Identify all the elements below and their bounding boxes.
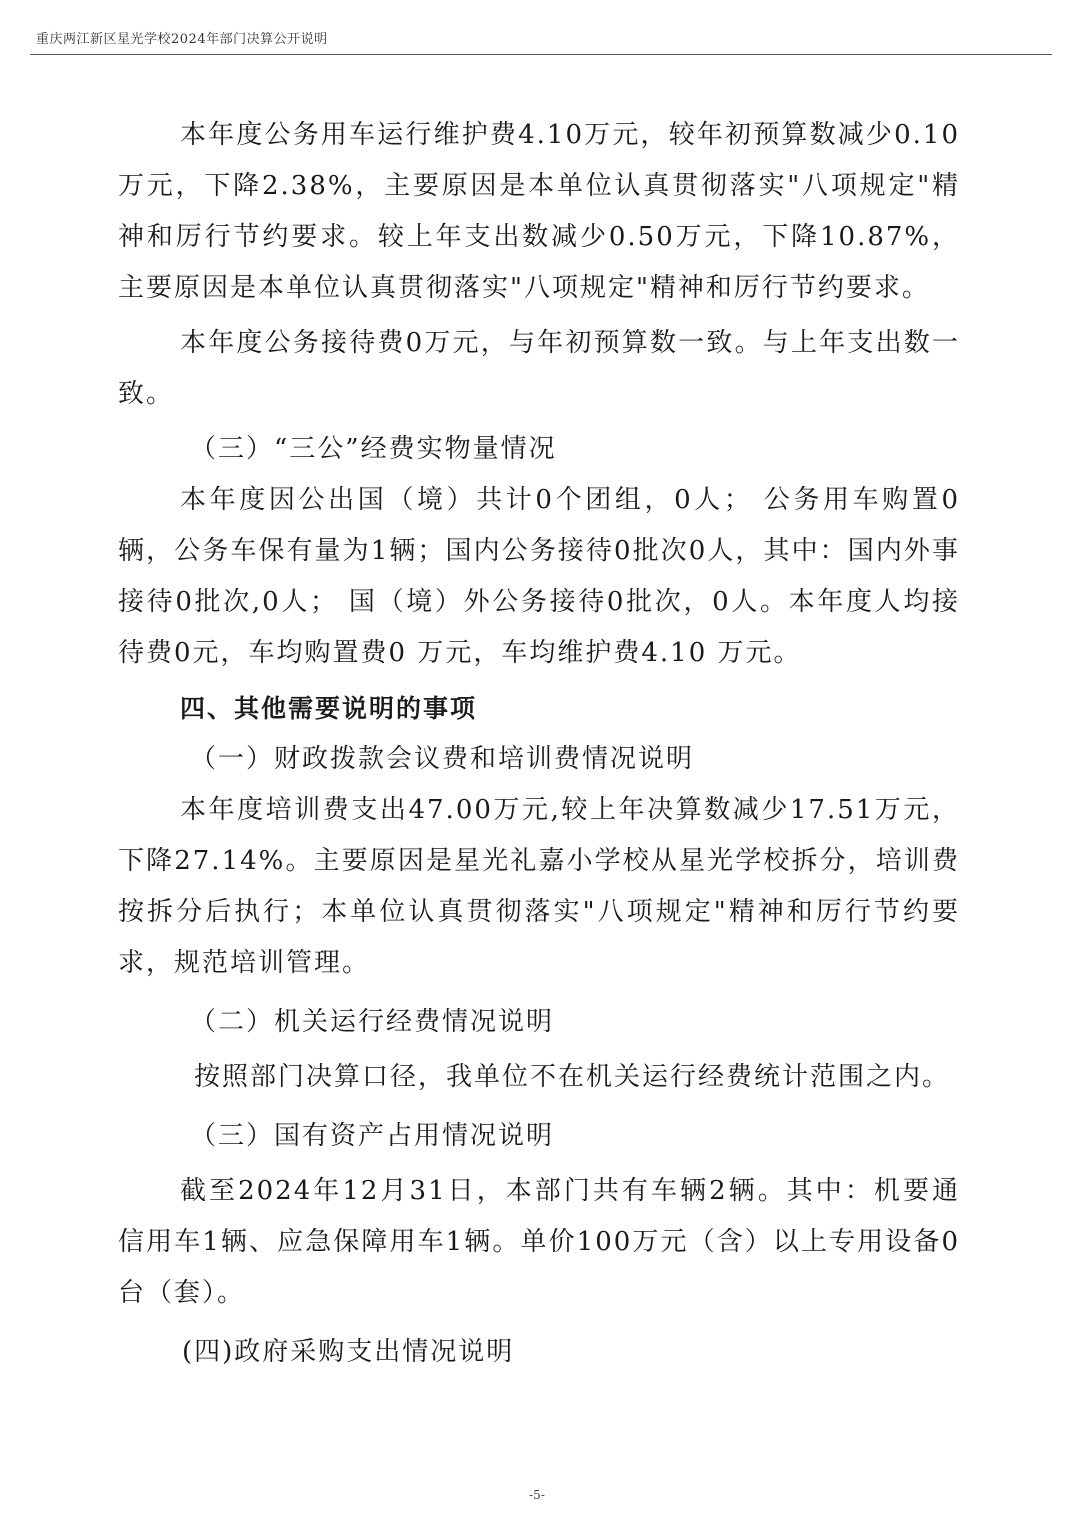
heading-section-four: 四、其他需要说明的事项 — [180, 694, 478, 723]
heading-operation-expense: （二）机关运行经费情况说明 — [190, 1007, 555, 1037]
page-number: -5- — [529, 1488, 545, 1502]
paragraph-training-fee: 本年度培训费支出47.00万元,较上年决算数减少17.51万元，下降27.14%。主要原因是星光礼嘉小学校从星光学校拆分，培训费按拆分后执行；本单位认真贯彻落实"八项规定"精神和厉行节约要求，规范培训管理。 — [118, 795, 960, 978]
heading-government-procurement: (四)政府采购支出情况说明 — [182, 1337, 515, 1367]
document-header-title: 重庆两江新区星光学校2024年部门决算公开说明 — [36, 32, 328, 47]
paragraph-operation-expense: 按照部门决算口径，我单位不在机关运行经费统计范围之内。 — [194, 1062, 951, 1092]
heading-meeting-training: （一）财政拨款会议费和培训费情况说明 — [190, 744, 695, 774]
paragraph-state-assets: 截至2024年12月31日，本部门共有车辆2辆。其中：机要通信用车1辆、应急保障用车1辆。单价100万元（含）以上专用设备0台（套）。 — [118, 1176, 960, 1308]
header-divider — [30, 54, 1052, 55]
paragraph-vehicle-maintenance: 本年度公务用车运行维护费4.10万元，较年初预算数减少0.10万元，下降2.38%，主要原因是本单位认真贯彻落实"八项规定"精神和厉行节约要求。较上年支出数减少0.50万元，下降10.87%，主要原因是本单位认真贯彻落实"八项规定"精神和厉行节约要求。 — [118, 120, 960, 303]
document-body — [118, 110, 960, 1378]
heading-state-assets: （三）国有资产占用情况说明 — [190, 1121, 555, 1151]
paragraph-sangong-physical: 本年度因公出国（境）共计0个团组，0人； 公务用车购置0辆，公务车保有量为1辆；国内公务接待0批次0人，其中：国内外事接待0批次,0人； 国（境）外公务接待0批次，0人。本年度人均接待费0元，车均购置费0 万元，车均维护费4.10 万元。 — [118, 485, 960, 668]
heading-sangong-physical: （三）“三公”经费实物量情况 — [190, 434, 557, 464]
paragraph-reception-fee: 本年度公务接待费0万元，与年初预算数一致。与上年支出数一致。 — [118, 328, 960, 409]
